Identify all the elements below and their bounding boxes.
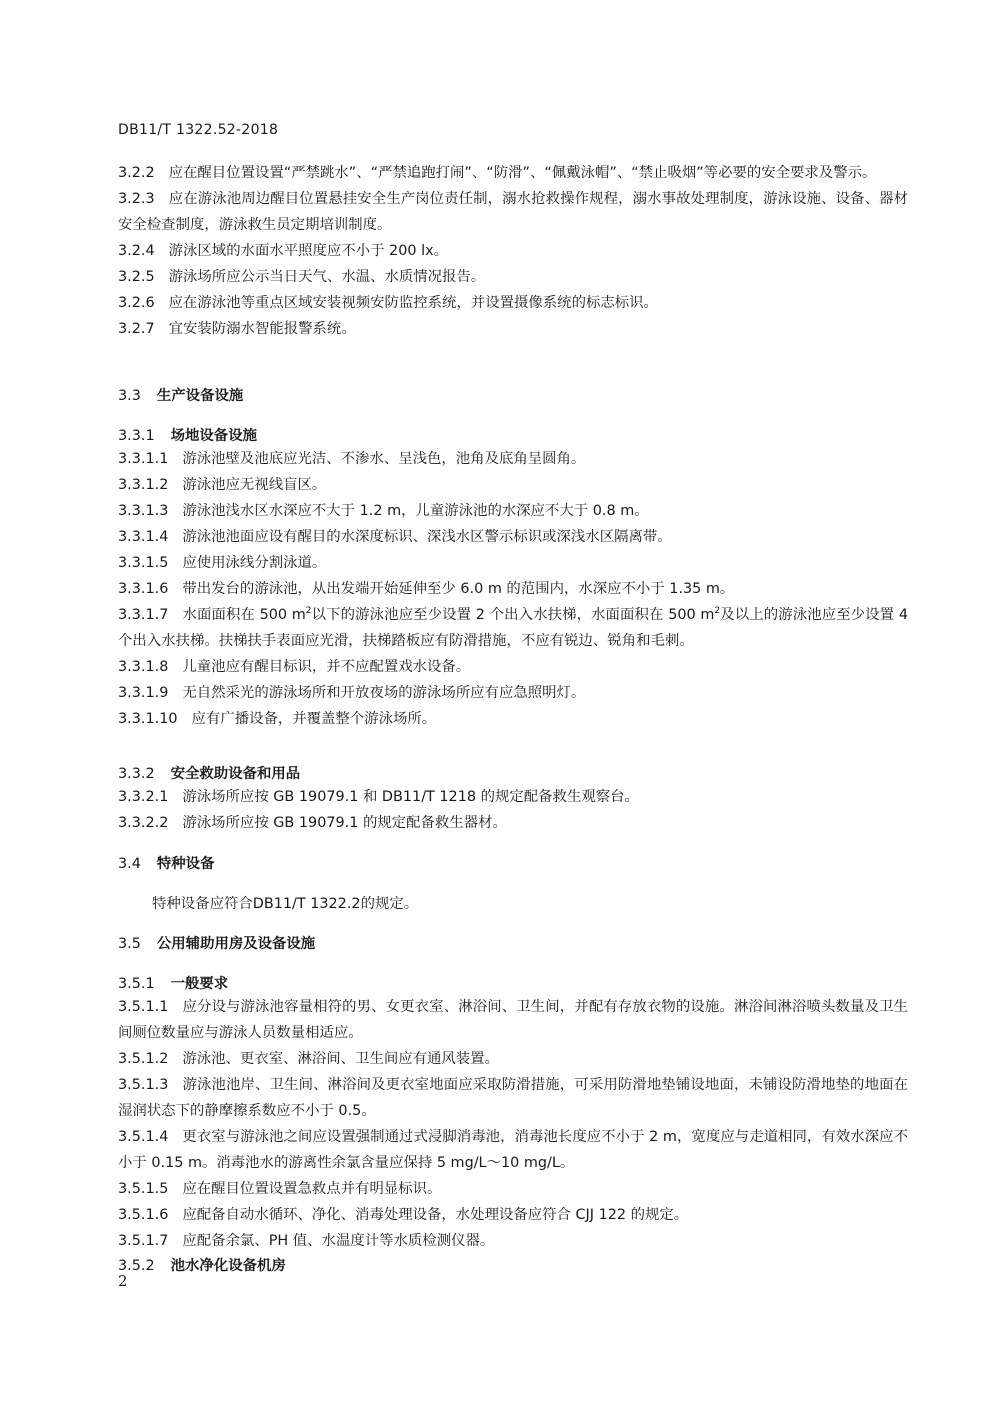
clause-3-3-1-5: 3.3.1.5 应使用泳线分割泳道。 [118,555,327,571]
clause-3-5-1-1: 3.5.1.1 应分设与游泳池容量相符的男、女更衣室、淋浴间、卫生间，并配有存放衣物的设施。淋浴间淋浴喷头数量及卫生间厕位数量应与游泳人员数量相适应。 [118,999,908,1041]
clause-3-3-1-4: 3.3.1.4 游泳池池面应设有醒目的水深度标识、深浅水区警示标识或深浅水区隔离带。 [118,529,672,545]
heading-3-3-1: 3.3.1 场地设备设施 [118,428,257,444]
clause-3-2-7: 3.2.7 宜安装防溺水智能报警系统。 [118,321,356,337]
clause-3-2-4: 3.2.4 游泳区域的水面水平照度应不小于 200 lx。 [118,243,449,259]
page-number: 2 [118,1272,128,1290]
clause-3-3-1-1: 3.3.1.1 游泳池壁及池底应光洁、不渗水、呈浅色，池角及底角呈圆角。 [118,451,586,467]
clause-3-5-1-3: 3.5.1.3 游泳池池岸、卫生间、淋浴间及更衣室地面应采取防滑措施，可采用防滑地垫铺设地面，未铺设防滑地垫的地面在湿润状态下的静摩擦系数应不小于 0.5。 [118,1077,908,1119]
clause-3-3-1-3: 3.3.1.3 游泳池浅水区水深应不大于 1.2 m，儿童游泳池的水深应不大于 0.8 m。 [118,503,649,519]
clause-3-3-2-2: 3.3.2.2 游泳场所应按 GB 19079.1 的规定配备救生器材。 [118,815,507,831]
clause-3-3-1-9: 3.3.1.9 无自然采光的游泳场所和开放夜场的游泳场所应有应急照明灯。 [118,685,586,701]
clause-3-5-1-7: 3.5.1.7 应配备余氯、PH 值、水温度计等水质检测仪器。 [118,1233,495,1249]
heading-3-5: 3.5 公用辅助用房及设备设施 [118,936,316,952]
section-3-2-items [118,160,908,342]
paragraph-3-4: 特种设备应符合DB11/T 1322.2的规定。 [152,896,419,912]
section-3-5-1-items [118,994,908,1254]
clause-3-3-2-1: 3.3.2.1 游泳场所应按 GB 19079.1 和 DB11/T 1218 的规定配备救生观察台。 [118,789,639,805]
clause-3-2-6: 3.2.6 应在游泳池等重点区域安装视频安防监控系统，并设置摄像系统的标志标识。 [118,295,658,311]
section-3-3-2-items [118,784,908,836]
heading-3-3-2: 3.3.2 安全救助设备和用品 [118,766,301,782]
clause-3-5-1-2: 3.5.1.2 游泳池、更衣室、淋浴间、卫生间应有通风装置。 [118,1051,499,1067]
document-code-header: DB11/T 1322.52-2018 [118,122,279,138]
heading-3-3: 3.3 生产设备设施 [118,388,244,404]
clause-3-5-1-6: 3.5.1.6 应配备自动水循环、净化、消毒处理设备，水处理设备应符合 CJJ 122 的规定。 [118,1207,689,1223]
clause-3-3-1-10: 3.3.1.10 应有广播设备，并覆盖整个游泳场所。 [118,711,437,727]
heading-3-5-1: 3.5.1 一般要求 [118,976,229,992]
clause-3-2-5: 3.2.5 游泳场所应公示当日天气、水温、水质情况报告。 [118,269,486,285]
heading-3-5-2: 3.5.2 池水净化设备机房 [118,1258,286,1274]
heading-3-4: 3.4 特种设备 [118,856,215,872]
clause-3-3-1-2: 3.3.1.2 游泳池应无视线盲区。 [118,477,327,493]
clause-3-2-2: 3.2.2 应在醒目位置设置“严禁跳水”、“严禁追跑打闹”、“防滑”、“佩戴泳帽”、“禁止吸烟”等必要的安全要求及警示。 [118,165,877,181]
clause-3-5-1-5: 3.5.1.5 应在醒目位置设置急救点并有明显标识。 [118,1181,442,1197]
clause-3-3-1-8: 3.3.1.8 儿童池应有醒目标识，并不应配置戏水设备。 [118,659,471,675]
clause-3-2-3: 3.2.3 应在游泳池周边醒目位置悬挂安全生产岗位责任制，溺水抢救操作规程，溺水事故处理制度，游泳设施、设备、器材安全检查制度，游泳救生员定期培训制度。 [118,191,908,233]
clause-3-5-1-4: 3.5.1.4 更衣室与游泳池之间应设置强制通过式浸脚消毒池，消毒池长度应不小于 2 m，宽度应与走道相同，有效水深应不小于 0.15 m。消毒池水的游离性余氯含量应保持 5 mg/L～10 mg/L。 [118,1129,908,1171]
section-3-3-1-items [118,446,908,732]
clause-3-3-1-7: 3.3.1.7 水面面积在 500 $m^2$以下的游泳池应至少设置 2 个出入水扶梯，水面面积在 500 $m^2$及以上的游泳池应至少设置 4 个出入水扶梯。扶梯扶手表面应光滑，扶梯踏板应有防滑措施，不应有锐边、锐角和毛刺。 [118,606,909,649]
clause-3-3-1-6: 3.3.1.6 带出发台的游泳池，从出发端开始延伸至少 6.0 m 的范围内，水深应不小于 1.35 m。 [118,581,735,597]
